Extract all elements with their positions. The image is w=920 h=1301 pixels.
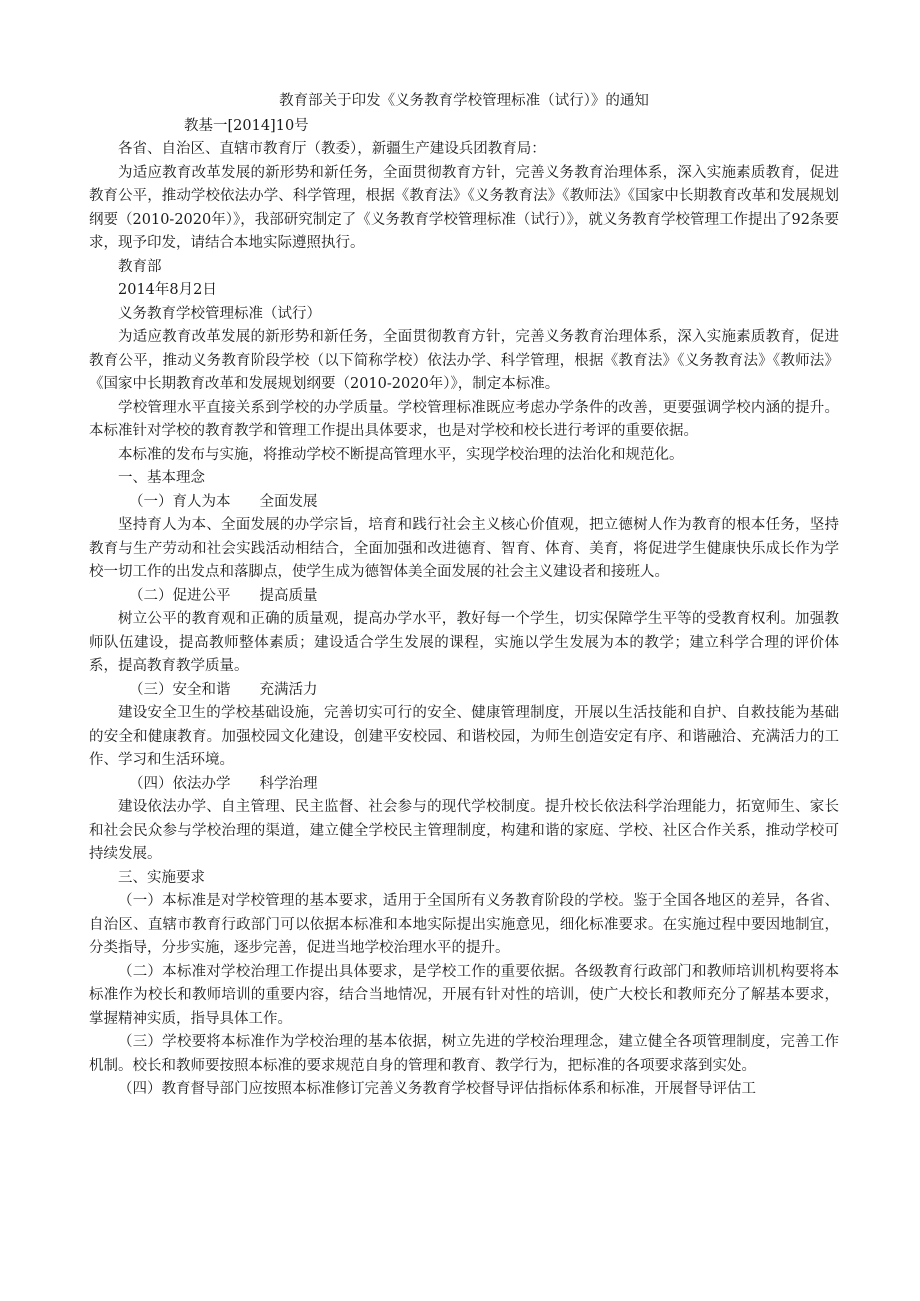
principle-1-label2: 全面发展 [259,493,318,510]
notice-title: 教育部关于印发《义务教育学校管理标准（试行）》的通知 [279,93,649,109]
principle-4-text: 建设依法办学、自主管理、民主监督、社会参与的现代学校制度。提升校长依法科学治理能力，拓宽师生、家长和社会民众参与学校治理的渠道，建立健全学校民主管理制度，构建和谐的家庭、学校、社区合作关系，推动学校可持续发展。 [89,799,839,862]
section-1-heading: 一、基本理念 [118,470,205,486]
principle-2-text: 树立公平的教育观和正确的质量观，提高办学水平，教好每一个学生，切实保障学生平等的受教育权利。加强教师队伍建设，提高教师整体素质；建设适合学生发展的课程，实施以学生发展为本的教学；建立科学合理的评价体系，提高教育教学质量。 [89,611,839,674]
intro-paragraph-3: 本标准的发布与实施，将推动学校不断提高管理水平，实现学校治理的法治化和规范化。 [118,446,684,463]
notice-body: 为适应教育改革发展的新形势和新任务，全面贯彻教育方针，完善义务教育治理体系，深入实施素质教育，促进教育公平，推动学校依法办学、科学管理，根据《教育法》《义务教育法》《教师法》《国家中长期教育改革和发展规划纲要（2010-2020年）》，我部研究制定了《义务教育学校管理标准（试行）》，就义务教育学校管理工作提出了92条要求，现予印发，请结合本地实际遵照执行。 [89,164,839,251]
principle-3-label: （三）安全和谐 [129,681,231,698]
intro-paragraph-1: 为适应教育改革发展的新形势和新任务，全面贯彻教育方针，完善义务教育治理体系，深入实施素质教育，促进教育公平，推动义务教育阶段学校（以下简称学校）依法办学、科学管理，根据《教育法》《义务教育法》《教师法》《国家中长期教育改革和发展规划纲要（2010-2020年）》，制定本标准。 [89,329,839,392]
document-number: 教基一[2014]10号 [184,117,309,134]
principle-2-label2: 提高质量 [259,587,318,604]
section-3-heading: 三、实施要求 [118,869,205,886]
requirement-4: （四）教育督导部门应按照本标准修订完善义务教育学校督导评估指标体系和标准，开展督导评估工 [118,1081,756,1097]
addressee: 各省、自治区、直辖市教育厅（教委），新疆生产建设兵团教育局： [118,141,546,157]
principle-4-heading [89,773,839,797]
principle-3-label2: 充满活力 [259,681,318,698]
principle-4-label2: 科学治理 [259,775,318,792]
requirement-3: （三）学校要将本标准作为学校治理的基本依据，树立先进的学校治理理念，建立健全各项管理制度，完善工作机制。校长和教师要按照本标准的要求规范自身的管理和教育、教学行为，把标准的各项要求落到实处。 [89,1034,839,1074]
standard-title: 义务教育学校管理标准（试行） [118,305,321,322]
requirement-1: （一）本标准是对学校管理的基本要求，适用于全国所有义务教育阶段的学校。鉴于全国各地区的差异，各省、自治区、直辖市教育行政部门可以依据本标准和本地实际提出实施意见，细化标准要求。在实施过程中要因地制宜，分类指导，分步实施，逐步完善，促进当地学校治理水平的提升。 [89,893,839,956]
requirement-2: （二）本标准对学校治理工作提出具体要求，是学校工作的重要依据。各级教育行政部门和教师培训机构要将本标准作为校长和教师培训的重要内容，结合当地情况，开展有针对性的培训，使广大校长和教师充分了解基本要求，掌握精神实质，指导具体工作。 [89,963,839,1027]
principle-4-label: （四）依法办学 [129,775,231,792]
intro-paragraph-2: 学校管理水平直接关系到学校的办学质量。学校管理标准既应考虑办学条件的改善，更要强调学校内涵的提升。本标准针对学校的教育教学和管理工作提出具体要求，也是对学校和校长进行考评的重要依据。 [89,399,839,439]
principle-1-heading [89,491,839,515]
principle-2-heading [89,585,839,609]
principle-3-heading [89,679,839,703]
principle-1-text: 坚持育人为本、全面发展的办学宗旨，培育和践行社会主义核心价值观，把立德树人作为教育的根本任务，坚持教育与生产劳动和社会实践活动相结合，全面加强和改进德育、智育、体育、美育，将促进学生健康快乐成长作为学校一切工作的出发点和落脚点，使学生成为德智体美全面发展的社会主义建设者和接班人。 [89,517,839,580]
document-content [89,90,839,1102]
issue-date: 2014年8月2日 [118,282,217,298]
principle-3-text: 建设安全卫生的学校基础设施，完善切实可行的安全、健康管理制度，开展以生活技能和自护、自救技能为基础的安全和健康教育。加强校园文化建设，创建平安校园、和谐校园，为师生创造安定有序、和谐融洽、充满活力的工作、学习和生活环境。 [89,705,839,768]
principle-1-label: （一）育人为本 [129,493,231,510]
issuer: 教育部 [118,258,162,275]
principle-2-label: （二）促进公平 [129,587,231,604]
